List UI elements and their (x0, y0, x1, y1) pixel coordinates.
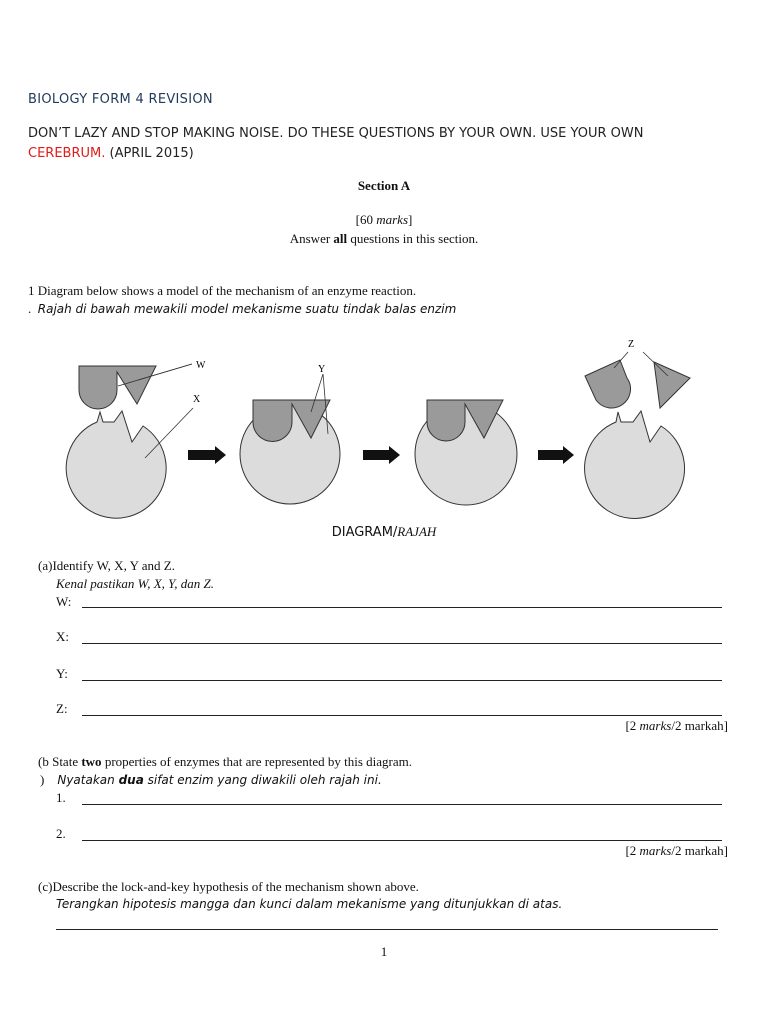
substrate-w (79, 366, 156, 409)
field-label-z: Z: (56, 701, 68, 716)
field-label-y: Y: (56, 666, 68, 681)
product-2 (654, 362, 690, 408)
label-y: Y (318, 364, 326, 375)
field-label-w: W: (56, 594, 72, 609)
intro-date: (APRIL 2015) (109, 146, 194, 161)
part-c-question: (c)Describe the lock-and-key hypothesis of the mechanism shown above. (38, 879, 419, 894)
worksheet-title: BIOLOGY FORM 4 REVISION (28, 92, 213, 107)
part-b-marks: [2 marks/2 markah] (625, 843, 728, 858)
product-1 (585, 360, 631, 408)
page-number: 1 (380, 944, 388, 959)
question-1-text: 1 Diagram below shows a model of the mechanism of an enzyme reaction. (28, 283, 417, 298)
part-b-question: (b State two properties of enzymes that are represented by this diagram. (38, 754, 413, 769)
intro-highlight: CEREBRUM. (28, 146, 106, 161)
arrow-2 (363, 446, 400, 464)
stage-4 (585, 339, 690, 518)
answer-line-y[interactable] (82, 680, 722, 681)
enzyme-stage4 (585, 411, 685, 518)
stage-2 (240, 364, 340, 504)
stage-3 (415, 400, 517, 505)
arrow-3 (538, 446, 574, 464)
stage-1 (66, 360, 206, 518)
question-1-translation: . Rajah di bawah mewakili model mekanisme suatu tindak balas enzim (28, 301, 457, 316)
arrow-1 (188, 446, 226, 464)
section-title: Section A (357, 178, 411, 193)
answer-line-z[interactable] (82, 715, 722, 716)
part-a-marks: [2 marks/2 markah] (625, 718, 728, 733)
intro-instructions (28, 124, 748, 164)
label-z: Z (628, 339, 635, 350)
intro-text: DON’T LAZY AND STOP MAKING NOISE. DO THESE QUESTIONS BY YOUR OWN. USE YOUR OWN (28, 126, 644, 141)
answer-line-c[interactable] (56, 929, 718, 930)
diagram-caption: DIAGRAM/RAJAH (331, 524, 437, 540)
part-b-translation: ) Nyatakan dua sifat enzim yang diwakili oleh rajah ini. (40, 772, 382, 787)
part-c-translation: Terangkan hipotesis mangga dan kunci dalam mekanisme yang ditunjukkan di atas. (56, 897, 563, 911)
section-marks: [60 marks] (355, 212, 413, 227)
field-label-1: 1. (56, 790, 66, 805)
label-x: X (193, 394, 201, 405)
enzyme-mechanism-diagram (0, 330, 768, 520)
label-w: W (196, 360, 206, 371)
answer-line-x[interactable] (82, 643, 722, 644)
part-a-translation: Kenal pastikan W, X, Y, dan Z. (56, 576, 214, 591)
answer-line-1[interactable] (82, 804, 722, 805)
enzyme-x (66, 411, 166, 518)
field-label-2: 2. (56, 826, 66, 841)
answer-line-2[interactable] (82, 840, 722, 841)
section-instruction: Answer all questions in this section. (289, 231, 479, 246)
answer-line-w[interactable] (82, 607, 722, 608)
part-a-question: (a)Identify W, X, Y and Z. (38, 558, 175, 573)
field-label-x: X: (56, 629, 69, 644)
